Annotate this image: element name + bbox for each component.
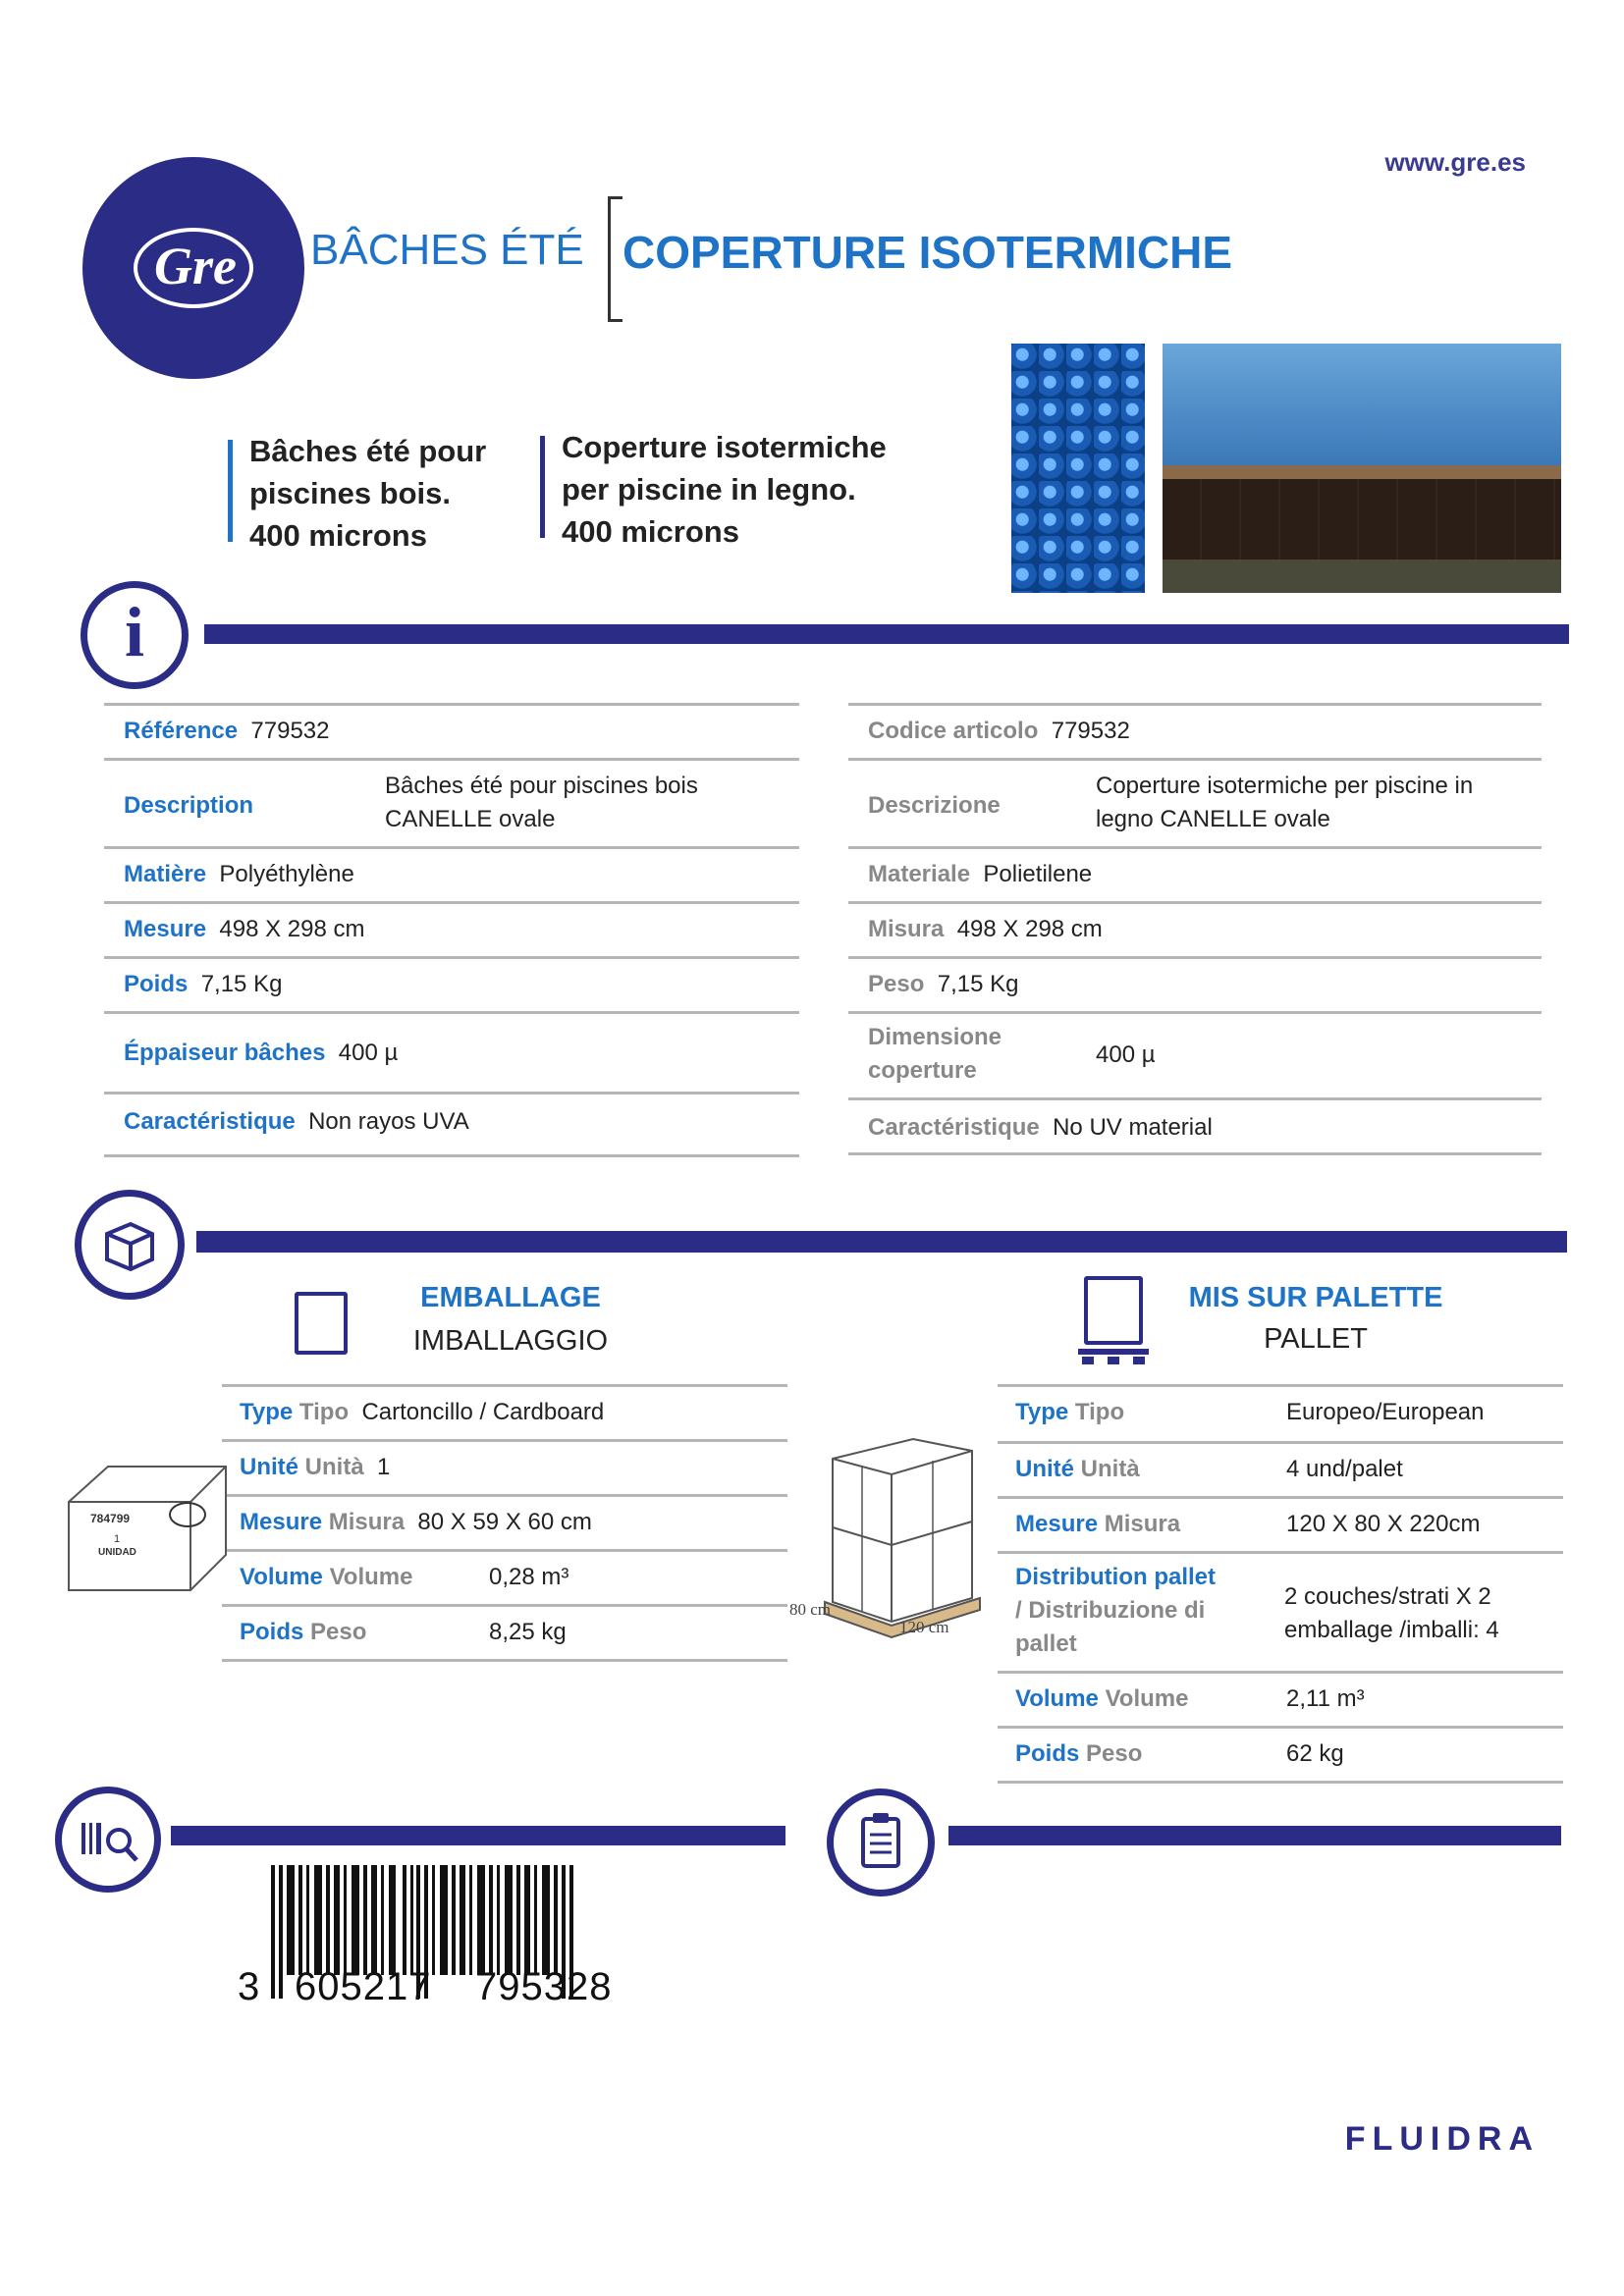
pallet-volume-label-it: Volume xyxy=(1105,1685,1189,1712)
value-peso: 7,15 Kg xyxy=(937,971,1019,997)
intro-it xyxy=(562,426,887,553)
pallet-icon xyxy=(1078,1276,1149,1364)
packaging-type-label-fr: Type xyxy=(240,1399,294,1425)
label-dimensione xyxy=(868,1021,1001,1088)
packaging-unite-label-fr: Unité xyxy=(240,1454,298,1480)
title-fr: BÂCHES ÉTÉ xyxy=(310,226,584,274)
value-descrizione-line1: Coperture isotermiche per piscine in xyxy=(1096,773,1474,799)
intro-it-line1: Coperture isotermiche xyxy=(562,430,887,464)
pallet-distribution-label-it-line2: pallet xyxy=(1015,1630,1077,1657)
label-description: Description xyxy=(124,792,254,819)
packaging-volume-label-it: Volume xyxy=(329,1564,413,1590)
barcode-scan-icon xyxy=(55,1787,161,1893)
label-dimensione-line2: coperture xyxy=(868,1057,977,1084)
pallet-row-type xyxy=(1015,1396,1124,1429)
info-it-rule xyxy=(848,1011,1542,1014)
pallet-row-poids xyxy=(1015,1737,1142,1771)
package-box-icon xyxy=(75,1190,185,1300)
info-icon: i xyxy=(81,581,189,689)
box-label-code: 784799 xyxy=(90,1512,131,1525)
label-caratteristique-it: Caractéristique xyxy=(868,1114,1040,1141)
value-descrizione-line2: legno CANELLE ovale xyxy=(1096,806,1330,832)
packaging-title-fr: EMBALLAGE xyxy=(420,1282,601,1313)
packaging-mesure-label-it: Misura xyxy=(328,1509,406,1535)
packaging-rule xyxy=(222,1439,787,1442)
value-codice: 779532 xyxy=(1051,718,1130,744)
pallet-mesure-value: 120 X 80 X 220cm xyxy=(1286,1511,1481,1537)
pallet-row-distribution-label xyxy=(1015,1561,1216,1661)
title-it: COPERTURE ISOTERMICHE xyxy=(623,227,1233,278)
info-fr-rule xyxy=(104,956,799,959)
label-misura: Misura xyxy=(868,916,945,942)
info-it-peso xyxy=(868,968,1018,1001)
packaging-row-unite xyxy=(240,1451,390,1484)
value-description-line2: CANELLE ovale xyxy=(385,806,556,832)
packaging-volume-label-fr: Volume xyxy=(240,1564,323,1590)
pallet-poids-label-fr: Poids xyxy=(1015,1740,1080,1767)
info-it-rule xyxy=(848,901,1542,904)
packaging-unite-value: 1 xyxy=(377,1454,391,1480)
pallet-distribution-value-line1: 2 couches/strati X 2 xyxy=(1284,1583,1491,1610)
pallet-title-fr: MIS SUR PALETTE xyxy=(1188,1282,1443,1313)
pallet-rule xyxy=(998,1781,1563,1784)
pallet-unite-value: 4 und/palet xyxy=(1286,1456,1403,1482)
packaging-mesure-label-fr: Mesure xyxy=(240,1509,323,1535)
packaging-rule xyxy=(222,1494,787,1497)
info-fr-mesure xyxy=(124,913,364,946)
label-peso: Peso xyxy=(868,971,925,997)
packaging-unite-label-it: Unità xyxy=(304,1454,364,1480)
pallet-title-it: PALLET xyxy=(1264,1323,1368,1355)
package-divider xyxy=(196,1231,1567,1253)
value-matiere: Polyéthylène xyxy=(219,861,354,887)
brand-logo-text: Gre xyxy=(154,237,237,295)
packaging-box-icon xyxy=(295,1292,348,1355)
value-descrizione xyxy=(1096,770,1473,836)
pallet-dim-depth: 80 cm xyxy=(789,1600,832,1619)
pallet-distribution-label-fr: Distribution pallet xyxy=(1015,1564,1216,1590)
intro-it-line2: per piscine in legno. xyxy=(562,472,856,507)
info-fr-poids xyxy=(124,968,282,1001)
pallet-mesure-label-fr: Mesure xyxy=(1015,1511,1099,1537)
packaging-row-volume xyxy=(240,1561,412,1594)
value-misura: 498 X 298 cm xyxy=(956,916,1103,942)
bubble-texture-photo xyxy=(1011,344,1145,593)
packaging-row-mesure xyxy=(240,1506,592,1539)
info-it-misura xyxy=(868,913,1103,946)
pallet-poids-label-it: Peso xyxy=(1086,1740,1143,1767)
label-matiere: Matière xyxy=(124,861,207,887)
pallet-row-mesure xyxy=(1015,1508,1180,1541)
info-it-rule xyxy=(848,703,1542,706)
pallet-dim-width: 120 cm xyxy=(899,1618,949,1636)
pallet-distribution-label-it-line1: / Distribuzione di xyxy=(1015,1597,1206,1624)
pallet-type-label-it: Tipo xyxy=(1074,1399,1125,1425)
info-it-materiale xyxy=(868,858,1092,891)
pallet-rule xyxy=(998,1496,1563,1499)
packaging-rule xyxy=(222,1549,787,1552)
pallet-type-label-fr: Type xyxy=(1015,1399,1069,1425)
box-illustration xyxy=(63,1459,230,1596)
value-description-line1: Bâches été pour piscines bois xyxy=(385,773,698,799)
value-epaisseur: 400 µ xyxy=(338,1040,399,1066)
pool-photo xyxy=(1163,344,1561,593)
intro-fr-accent xyxy=(228,440,233,542)
pallet-row-unite xyxy=(1015,1453,1140,1486)
info-fr-rule xyxy=(104,901,799,904)
notes-divider xyxy=(948,1826,1561,1845)
value-materiale: Polietilene xyxy=(983,861,1093,887)
info-it-codice xyxy=(868,715,1130,748)
label-epaisseur: Éppaiseur bâches xyxy=(124,1040,326,1066)
website-url[interactable]: www.gre.es xyxy=(1384,147,1526,177)
info-it-rule xyxy=(848,758,1542,761)
info-fr-rule xyxy=(104,703,799,706)
packaging-rule xyxy=(222,1659,787,1662)
value-caratteristique-it: No UV material xyxy=(1053,1114,1213,1141)
label-mesure: Mesure xyxy=(124,916,207,942)
barcode-divider xyxy=(171,1826,785,1845)
info-fr-rule xyxy=(104,1154,799,1157)
pallet-rule xyxy=(998,1671,1563,1674)
packaging-volume-value: 0,28 m³ xyxy=(489,1564,569,1590)
title-bracket xyxy=(608,196,623,322)
info-fr-rule xyxy=(104,758,799,761)
label-materiale: Materiale xyxy=(868,861,971,887)
pallet-type-value: Europeo/European xyxy=(1286,1399,1485,1425)
pallet-distribution-value xyxy=(1284,1580,1499,1647)
value-dimensione: 400 µ xyxy=(1096,1041,1156,1068)
box-label-qty: 1 xyxy=(114,1533,121,1545)
info-it-rule xyxy=(848,1097,1542,1100)
pallet-distribution-value-line2: emballage /imballi: 4 xyxy=(1284,1617,1499,1643)
value-poids: 7,15 Kg xyxy=(200,971,283,997)
pallet-volume-value: 2,11 m³ xyxy=(1286,1685,1365,1712)
label-descrizione: Descrizione xyxy=(868,792,1001,819)
fluidra-logo: FLUIDRA xyxy=(1344,2120,1540,2158)
packaging-poids-label-it: Peso xyxy=(310,1619,367,1645)
barcode-digits-group1: 605217 xyxy=(295,1965,432,2008)
packaging-type-label-it: Tipo xyxy=(298,1399,350,1425)
info-fr-reference xyxy=(124,715,330,748)
label-reference: Référence xyxy=(124,718,239,744)
label-caracteristique: Caractéristique xyxy=(124,1108,296,1135)
pallet-rule xyxy=(998,1384,1563,1387)
barcode-digit-first: 3 xyxy=(238,1965,260,2008)
pallet-mesure-label-it: Misura xyxy=(1104,1511,1181,1537)
info-it-rule xyxy=(848,956,1542,959)
packaging-type-value: Cartoncillo / Cardboard xyxy=(361,1399,605,1425)
info-fr-rule xyxy=(104,846,799,849)
pallet-rule xyxy=(998,1551,1563,1554)
info-fr-epaisseur xyxy=(124,1037,398,1070)
pallet-poids-value: 62 kg xyxy=(1286,1740,1344,1767)
intro-it-line3: 400 microns xyxy=(562,514,739,549)
intro-fr xyxy=(249,430,486,557)
packaging-rule xyxy=(222,1604,787,1607)
box-label-unit: UNIDAD xyxy=(98,1547,136,1558)
info-fr-caracteristique xyxy=(124,1105,469,1139)
intro-it-accent xyxy=(540,436,545,538)
info-fr-matiere xyxy=(124,858,354,891)
packaging-mesure-value: 80 X 59 X 60 cm xyxy=(417,1509,592,1535)
value-mesure: 498 X 298 cm xyxy=(219,916,365,942)
intro-fr-line1: Bâches été pour xyxy=(249,434,487,468)
pallet-unite-label-it: Unità xyxy=(1080,1456,1140,1482)
pallet-unite-label-fr: Unité xyxy=(1015,1456,1074,1482)
packaging-row-type xyxy=(240,1396,604,1429)
packaging-poids-value: 8,25 kg xyxy=(489,1619,567,1645)
pallet-row-volume xyxy=(1015,1682,1188,1716)
intro-fr-line3: 400 microns xyxy=(249,518,427,553)
packaging-poids-label-fr: Poids xyxy=(240,1619,304,1645)
value-caracteristique: Non rayos UVA xyxy=(308,1108,469,1135)
info-fr-rule xyxy=(104,1092,799,1095)
info-it-rule xyxy=(848,1152,1542,1155)
pallet-rule xyxy=(998,1726,1563,1729)
info-fr-rule xyxy=(104,1011,799,1014)
pallet-volume-label-fr: Volume xyxy=(1015,1685,1099,1712)
value-reference: 779532 xyxy=(250,718,330,744)
label-codice: Codice articolo xyxy=(868,718,1039,744)
value-description xyxy=(385,770,698,836)
pallet-rule xyxy=(998,1441,1563,1444)
intro-fr-line2: piscines bois. xyxy=(249,476,452,510)
brand-logo xyxy=(82,157,304,379)
barcode-digits-group2: 795328 xyxy=(475,1965,613,2008)
clipboard-icon xyxy=(827,1789,935,1896)
packaging-title-it: IMBALLAGGIO xyxy=(412,1325,609,1357)
info-it-rule xyxy=(848,846,1542,849)
label-dimensione-line1: Dimensione xyxy=(868,1024,1002,1050)
info-divider xyxy=(204,624,1569,644)
packaging-rule xyxy=(222,1384,787,1387)
packaging-row-poids xyxy=(240,1616,366,1649)
box-label-logo xyxy=(169,1502,206,1527)
info-it-caratteristique xyxy=(868,1111,1213,1145)
label-poids: Poids xyxy=(124,971,189,997)
